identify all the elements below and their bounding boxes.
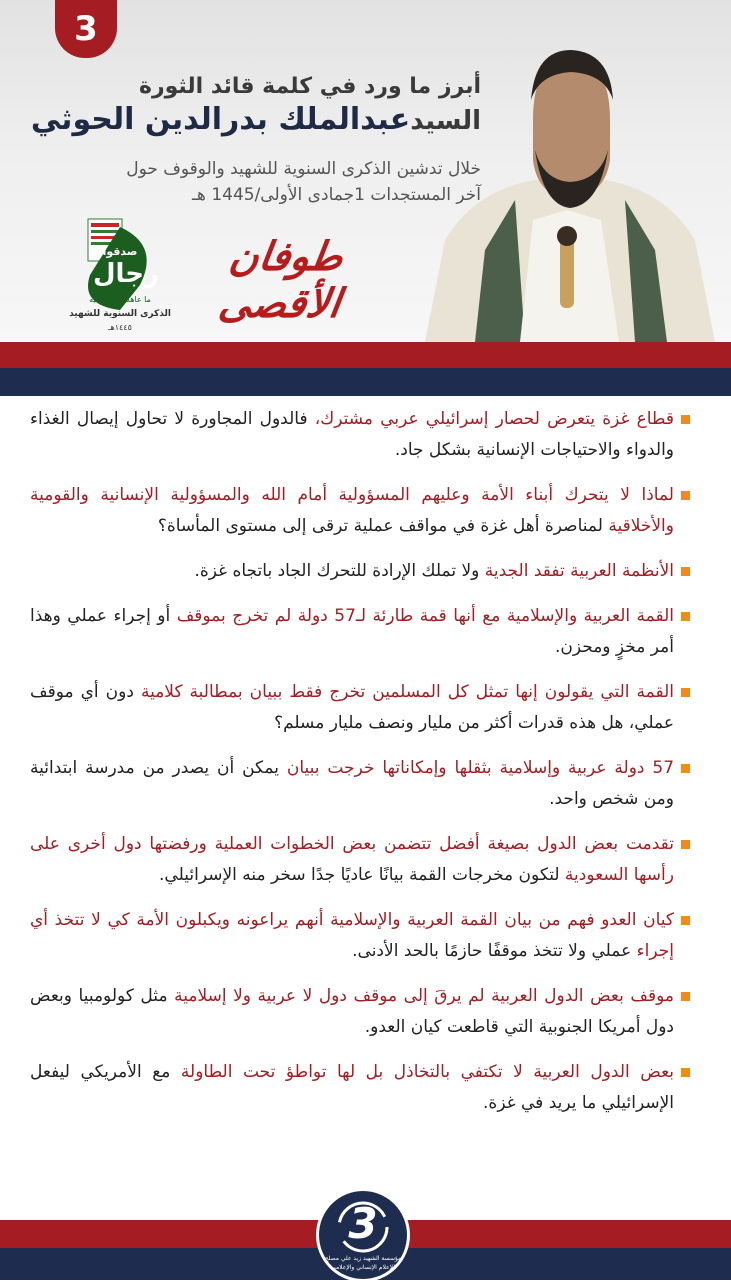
orange-square-icon xyxy=(681,1068,690,1077)
foundation-emblem-logo xyxy=(316,1188,410,1282)
orange-square-icon xyxy=(681,612,690,621)
divider-red-band xyxy=(0,342,731,368)
orange-square-icon xyxy=(681,567,690,576)
headline xyxy=(11,72,481,139)
orange-square-icon xyxy=(681,491,690,500)
header-banner xyxy=(0,0,731,342)
list-item: كيان العدو فهم من بيان القمة العربية والإسلامية أنهم يراعونه ويكبلون الأمة كي لا تتخذ أي إجراء عملي ولا تتخذ موقفًا حازمًا بالحد الأدنى. xyxy=(30,905,690,967)
headline-line1: أبرز ما ورد في كلمة قائد الثورة xyxy=(138,74,481,99)
orange-square-icon xyxy=(681,840,690,849)
toofan-al-aqsa-logo: طوفان الأقصى xyxy=(215,233,347,327)
statements-list xyxy=(30,404,690,1133)
subtitle-line1: خلال تدشين الذكرى السنوية للشهيد والوقوف حول xyxy=(126,159,481,179)
emblem-caption2: للإعلام الإنساني والإعلامي xyxy=(330,1264,396,1271)
orange-square-icon xyxy=(681,992,690,1001)
emblem-number: 3 xyxy=(348,1199,378,1248)
list-item: بعض الدول العربية لا تكتفي بالتخاذل بل لها تواطؤ تحت الطاولة مع الأمريكي ليفعل الإسرائيلي ما يريد في غزة. xyxy=(30,1057,690,1119)
orange-square-icon xyxy=(681,916,690,925)
rijal-main: رجال xyxy=(92,259,160,289)
rijal-caption: الذكرى السنوية للشهيد xyxy=(69,309,171,319)
list-item: 57 دولة عربية وإسلامية بثقلها وإمكاناتها خرجت ببيان يمكن أن يصدر من مدرسة ابتدائية ومن شخص واحد. xyxy=(30,753,690,815)
rijal-verse: ما عاهدوا الله عليه xyxy=(89,295,151,304)
orange-square-icon xyxy=(681,764,690,773)
orange-square-icon xyxy=(681,688,690,697)
list-item: موقف بعض الدول العربية لم يرقَ إلى موقف دول لا عربية ولا إسلامية مثل كولومبيا وبعض دول أمريكا الجنوبية التي قاطعت كيان العدو. xyxy=(30,981,690,1043)
subtitle-line2: آخر المستجدات 1جمادى الأولى/1445 هـ xyxy=(191,185,481,205)
list-item: تقدمت بعض الدول بصيغة أفضل تتضمن بعض الخطوات العملية ورفضتها دول أخرى على رأسها السعودية لتكون مخرجات القمة بيانًا عاديًا جدًا سخر منه الإسرائيلي. xyxy=(30,829,690,891)
list-item: لماذا لا يتحرك أبناء الأمة وعليهم المسؤولية أمام الله والمسؤولية الإنسانية والقومية والأخلاقية لمناصرة أهل غزة في مواقف عملية ترقى إلى مستوى المأساة؟ xyxy=(30,480,690,542)
list-item: الأنظمة العربية تفقد الجدية ولا تملك الإرادة للتحرك الجاد باتجاه غزة. xyxy=(30,556,690,587)
list-item: القمة العربية والإسلامية مع أنها قمة طارئة لـ57 دولة لم تخرج بموقف أو إجراء عملي وهذا أمر مخزٍ ومحزن. xyxy=(30,601,690,663)
title-prefix: السيد xyxy=(410,106,481,136)
headline-line2 xyxy=(11,102,481,139)
divider-navy-band xyxy=(0,368,731,396)
subtitle xyxy=(11,156,481,208)
list-item: قطاع غزة يتعرض لحصار إسرائيلي عربي مشترك، فالدول المجاورة لا تحاول إيصال الغذاء والدواء والاحتياجات الإنسانية بشكل جاد. xyxy=(30,404,690,466)
orange-square-icon xyxy=(681,415,690,424)
rijal-tag: صدقوا xyxy=(102,245,138,258)
list-item: القمة التي يقولون إنها تمثل كل المسلمين تخرج فقط ببيان بمطالبة كلامية دون أي موقف عملي، هل هذه قدرات أكثر من مليار ونصف مليار مسلم؟ xyxy=(30,677,690,739)
rijal-year: ١٤٤٥هـ xyxy=(108,323,132,332)
rijal-martyr-anniversary-logo xyxy=(60,215,180,340)
emblem-caption1: مؤسسة الشهيد زيد علي مصلح xyxy=(324,1255,402,1262)
number-badge: 3 xyxy=(55,0,117,58)
leader-name: عبدالملك بدرالدين الحوثي xyxy=(30,102,411,137)
